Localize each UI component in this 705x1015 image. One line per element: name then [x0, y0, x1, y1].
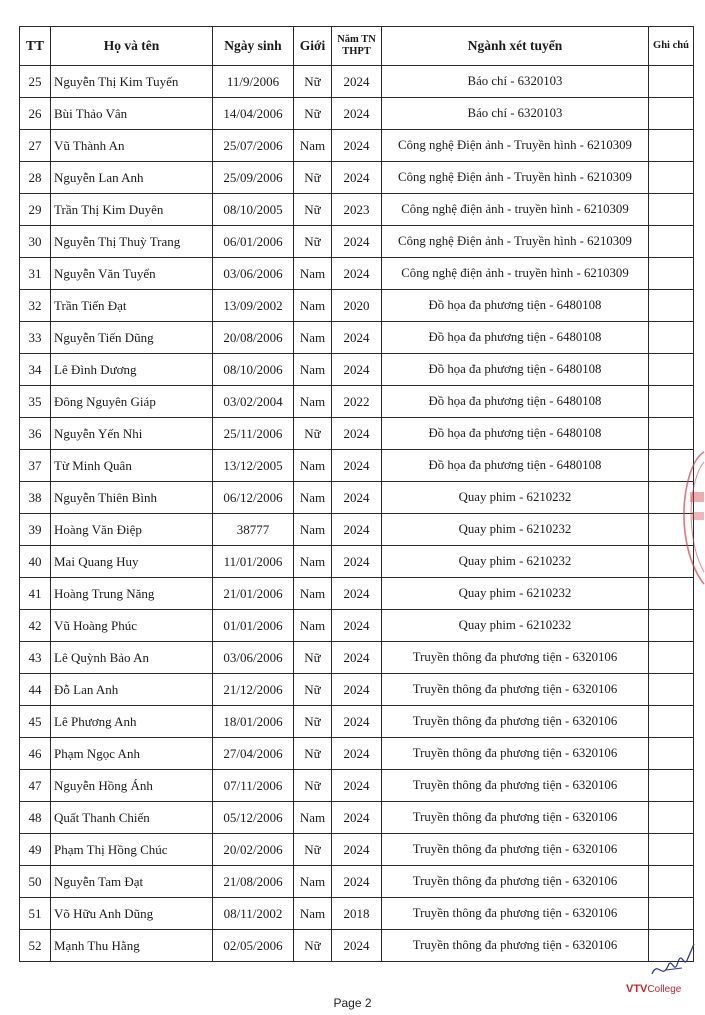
cell-note [649, 322, 694, 354]
table-row [20, 802, 694, 834]
table-row [20, 738, 694, 770]
cell-major: Quay phim - 6210232 [382, 578, 649, 610]
cell-graduation-year: 2024 [332, 546, 382, 578]
cell-graduation-year: 2024 [332, 162, 382, 194]
cell-name: Mạnh Thu Hằng [51, 930, 213, 962]
cell-gender: Nữ [294, 770, 332, 802]
table-row [20, 514, 694, 546]
cell-tt: 31 [20, 258, 51, 290]
cell-name: Lê Đình Dương [51, 354, 213, 386]
cell-major: Quay phim - 6210232 [382, 546, 649, 578]
cell-tt: 30 [20, 226, 51, 258]
cell-tt: 47 [20, 770, 51, 802]
cell-gender: Nữ [294, 66, 332, 98]
cell-gender: Nữ [294, 930, 332, 962]
header-name: Họ và tên [51, 27, 213, 66]
header-gender: Giới [294, 27, 332, 66]
cell-name: Lê Quỳnh Bảo An [51, 642, 213, 674]
red-stamp-fragment [676, 448, 705, 588]
table-row [20, 322, 694, 354]
cell-graduation-year: 2024 [332, 66, 382, 98]
cell-gender: Nữ [294, 162, 332, 194]
cell-dob: 20/02/2006 [213, 834, 294, 866]
cell-name: Nguyễn Tam Đạt [51, 866, 213, 898]
cell-name: Nguyễn Thị Kim Tuyến [51, 66, 213, 98]
cell-note [649, 226, 694, 258]
cell-tt: 42 [20, 610, 51, 642]
cell-major: Đồ họa đa phương tiện - 6480108 [382, 450, 649, 482]
cell-major: Truyền thông đa phương tiện - 6320106 [382, 802, 649, 834]
cell-major: Quay phim - 6210232 [382, 514, 649, 546]
cell-name: Phạm Ngọc Anh [51, 738, 213, 770]
header-note: Ghi chú [649, 27, 694, 66]
cell-major: Truyền thông đa phương tiện - 6320106 [382, 706, 649, 738]
cell-gender: Nam [294, 258, 332, 290]
cell-tt: 26 [20, 98, 51, 130]
cell-major: Công nghệ điện ảnh - truyền hình - 6210309 [382, 258, 649, 290]
table-row [20, 162, 694, 194]
header-major: Ngành xét tuyển [382, 27, 649, 66]
header-graduation-year [332, 27, 382, 66]
cell-tt: 48 [20, 802, 51, 834]
cell-dob: 21/08/2006 [213, 866, 294, 898]
cell-dob: 38777 [213, 514, 294, 546]
table-row [20, 450, 694, 482]
cell-gender: Nữ [294, 226, 332, 258]
cell-dob: 18/01/2006 [213, 706, 294, 738]
cell-dob: 21/12/2006 [213, 674, 294, 706]
cell-tt: 36 [20, 418, 51, 450]
cell-gender: Nữ [294, 674, 332, 706]
cell-dob: 08/11/2002 [213, 898, 294, 930]
cell-tt: 28 [20, 162, 51, 194]
cell-note [649, 674, 694, 706]
student-list-sheet [19, 26, 694, 962]
cell-major: Truyền thông đa phương tiện - 6320106 [382, 834, 649, 866]
cell-major: Truyền thông đa phương tiện - 6320106 [382, 642, 649, 674]
cell-name: Trần Tiến Đạt [51, 290, 213, 322]
cell-major: Truyền thông đa phương tiện - 6320106 [382, 898, 649, 930]
vtv-college-logo [626, 983, 681, 995]
table-row [20, 386, 694, 418]
table-row [20, 194, 694, 226]
cell-major: Công nghệ Điện ảnh - Truyền hình - 6210309 [382, 162, 649, 194]
cell-gender: Nam [294, 546, 332, 578]
page-number: Page 2 [333, 996, 372, 1010]
cell-major: Đồ họa đa phương tiện - 6480108 [382, 322, 649, 354]
cell-name: Nguyễn Văn Tuyển [51, 258, 213, 290]
cell-major: Truyền thông đa phương tiện - 6320106 [382, 866, 649, 898]
cell-name: Lê Phương Anh [51, 706, 213, 738]
cell-graduation-year: 2024 [332, 226, 382, 258]
cell-graduation-year: 2024 [332, 802, 382, 834]
cell-name: Từ Minh Quân [51, 450, 213, 482]
cell-graduation-year: 2024 [332, 258, 382, 290]
table-row [20, 834, 694, 866]
cell-tt: 29 [20, 194, 51, 226]
cell-gender: Nữ [294, 98, 332, 130]
cell-tt: 46 [20, 738, 51, 770]
cell-note [649, 898, 694, 930]
cell-dob: 25/07/2006 [213, 130, 294, 162]
cell-gender: Nam [294, 514, 332, 546]
cell-major: Truyền thông đa phương tiện - 6320106 [382, 674, 649, 706]
cell-major: Truyền thông đa phương tiện - 6320106 [382, 930, 649, 962]
table-row [20, 66, 694, 98]
cell-note [649, 354, 694, 386]
cell-graduation-year: 2024 [332, 610, 382, 642]
cell-tt: 35 [20, 386, 51, 418]
cell-tt: 37 [20, 450, 51, 482]
cell-dob: 14/04/2006 [213, 98, 294, 130]
table-row [20, 706, 694, 738]
cell-tt: 34 [20, 354, 51, 386]
logo-text: VTV [626, 983, 648, 995]
cell-gender: Nam [294, 482, 332, 514]
cell-name: Trần Thị Kim Duyên [51, 194, 213, 226]
cell-name: Vũ Thành An [51, 130, 213, 162]
cell-gender: Nam [294, 610, 332, 642]
cell-graduation-year: 2024 [332, 418, 382, 450]
table-body [20, 66, 694, 962]
cell-gender: Nữ [294, 418, 332, 450]
cell-graduation-year: 2024 [332, 354, 382, 386]
cell-dob: 11/01/2006 [213, 546, 294, 578]
cell-gender: Nam [294, 866, 332, 898]
cell-gender: Nam [294, 898, 332, 930]
admission-table [19, 26, 694, 962]
cell-name: Nguyễn Lan Anh [51, 162, 213, 194]
cell-name: Nguyễn Thiên Bình [51, 482, 213, 514]
cell-tt: 38 [20, 482, 51, 514]
table-header-row [20, 27, 694, 66]
cell-dob: 25/11/2006 [213, 418, 294, 450]
cell-note [649, 386, 694, 418]
cell-graduation-year: 2022 [332, 386, 382, 418]
cell-name: Hoàng Trung Năng [51, 578, 213, 610]
cell-graduation-year: 2024 [332, 482, 382, 514]
cell-name: Hoàng Văn Điệp [51, 514, 213, 546]
cell-name: Võ Hữu Anh Dũng [51, 898, 213, 930]
cell-major: Truyền thông đa phương tiện - 6320106 [382, 770, 649, 802]
cell-gender: Nam [294, 450, 332, 482]
cell-note [649, 738, 694, 770]
table-row [20, 770, 694, 802]
table-row [20, 610, 694, 642]
cell-dob: 27/04/2006 [213, 738, 294, 770]
cell-major: Đồ họa đa phương tiện - 6480108 [382, 290, 649, 322]
cell-gender: Nam [294, 130, 332, 162]
cell-dob: 03/06/2006 [213, 642, 294, 674]
cell-dob: 25/09/2006 [213, 162, 294, 194]
cell-tt: 51 [20, 898, 51, 930]
cell-name: Đỗ Lan Anh [51, 674, 213, 706]
header-dob: Ngày sinh [213, 27, 294, 66]
cell-gender: Nam [294, 354, 332, 386]
cell-gender: Nữ [294, 738, 332, 770]
cell-gender: Nam [294, 290, 332, 322]
cell-name: Bùi Thảo Vân [51, 98, 213, 130]
cell-graduation-year: 2023 [332, 194, 382, 226]
cell-dob: 02/05/2006 [213, 930, 294, 962]
cell-name: Mai Quang Huy [51, 546, 213, 578]
cell-tt: 32 [20, 290, 51, 322]
cell-tt: 27 [20, 130, 51, 162]
cell-dob: 13/12/2005 [213, 450, 294, 482]
cell-tt: 40 [20, 546, 51, 578]
cell-note [649, 194, 694, 226]
cell-major: Công nghệ Điện ảnh - Truyền hình - 6210309 [382, 226, 649, 258]
cell-major: Đồ họa đa phương tiện - 6480108 [382, 386, 649, 418]
cell-note [649, 290, 694, 322]
cell-graduation-year: 2024 [332, 322, 382, 354]
cell-dob: 08/10/2005 [213, 194, 294, 226]
cell-gender: Nam [294, 802, 332, 834]
cell-gender: Nam [294, 386, 332, 418]
cell-note [649, 66, 694, 98]
cell-major: Công nghệ điện ảnh - truyền hình - 6210309 [382, 194, 649, 226]
cell-dob: 01/01/2006 [213, 610, 294, 642]
cell-graduation-year: 2018 [332, 898, 382, 930]
cell-dob: 05/12/2006 [213, 802, 294, 834]
cell-major: Truyền thông đa phương tiện - 6320106 [382, 738, 649, 770]
cell-graduation-year: 2024 [332, 450, 382, 482]
cell-major: Báo chí - 6320103 [382, 98, 649, 130]
cell-graduation-year: 2024 [332, 130, 382, 162]
cell-note [649, 642, 694, 674]
cell-major: Báo chí - 6320103 [382, 66, 649, 98]
cell-note [649, 834, 694, 866]
table-row [20, 354, 694, 386]
cell-dob: 13/09/2002 [213, 290, 294, 322]
cell-graduation-year: 2024 [332, 98, 382, 130]
cell-graduation-year: 2024 [332, 674, 382, 706]
cell-gender: Nữ [294, 642, 332, 674]
cell-graduation-year: 2024 [332, 578, 382, 610]
cell-note [649, 130, 694, 162]
cell-graduation-year: 2024 [332, 706, 382, 738]
cell-graduation-year: 2024 [332, 770, 382, 802]
cell-tt: 50 [20, 866, 51, 898]
cell-graduation-year: 2024 [332, 514, 382, 546]
cell-name: Nguyễn Thị Thuỳ Trang [51, 226, 213, 258]
cell-dob: 03/02/2004 [213, 386, 294, 418]
table-row [20, 578, 694, 610]
table-row [20, 930, 694, 962]
cell-major: Đồ họa đa phương tiện - 6480108 [382, 418, 649, 450]
header-tt: TT [20, 27, 51, 66]
cell-note [649, 706, 694, 738]
cell-name: Đông Nguyên Giáp [51, 386, 213, 418]
cell-dob: 21/01/2006 [213, 578, 294, 610]
cell-dob: 03/06/2006 [213, 258, 294, 290]
table-row [20, 674, 694, 706]
cell-graduation-year: 2024 [332, 930, 382, 962]
cell-graduation-year: 2024 [332, 738, 382, 770]
cell-graduation-year: 2024 [332, 642, 382, 674]
cell-tt: 44 [20, 674, 51, 706]
cell-graduation-year: 2020 [332, 290, 382, 322]
cell-note [649, 162, 694, 194]
cell-tt: 33 [20, 322, 51, 354]
logo-sub-text: College [647, 984, 682, 995]
cell-name: Vũ Hoàng Phúc [51, 610, 213, 642]
table-row [20, 130, 694, 162]
table-row [20, 290, 694, 322]
header-year-line2: THPT [342, 46, 371, 57]
cell-gender: Nữ [294, 834, 332, 866]
cell-major: Quay phim - 6210232 [382, 610, 649, 642]
cell-graduation-year: 2024 [332, 866, 382, 898]
table-row [20, 226, 694, 258]
cell-gender: Nam [294, 578, 332, 610]
cell-gender: Nữ [294, 706, 332, 738]
cell-tt: 49 [20, 834, 51, 866]
cell-dob: 08/10/2006 [213, 354, 294, 386]
cell-note [649, 258, 694, 290]
cell-gender: Nam [294, 322, 332, 354]
cell-gender: Nữ [294, 194, 332, 226]
cell-note [649, 418, 694, 450]
cell-tt: 52 [20, 930, 51, 962]
table-row [20, 546, 694, 578]
cell-note [649, 770, 694, 802]
table-row [20, 258, 694, 290]
cell-name: Nguyễn Yến Nhi [51, 418, 213, 450]
header-year-line1: Năm TN [337, 34, 376, 45]
table-row [20, 482, 694, 514]
cell-tt: 45 [20, 706, 51, 738]
table-row [20, 898, 694, 930]
cell-name: Nguyễn Hồng Ánh [51, 770, 213, 802]
table-row [20, 642, 694, 674]
cell-dob: 20/08/2006 [213, 322, 294, 354]
cell-dob: 06/12/2006 [213, 482, 294, 514]
table-row [20, 98, 694, 130]
cell-tt: 43 [20, 642, 51, 674]
cell-note [649, 98, 694, 130]
table-row [20, 866, 694, 898]
cell-major: Đồ họa đa phương tiện - 6480108 [382, 354, 649, 386]
cell-major: Quay phim - 6210232 [382, 482, 649, 514]
cell-graduation-year: 2024 [332, 834, 382, 866]
cell-note [649, 866, 694, 898]
cell-note [649, 802, 694, 834]
cell-name: Phạm Thị Hồng Chúc [51, 834, 213, 866]
signature-mark [648, 940, 700, 984]
cell-tt: 39 [20, 514, 51, 546]
cell-tt: 41 [20, 578, 51, 610]
cell-name: Nguyễn Tiến Dũng [51, 322, 213, 354]
table-row [20, 418, 694, 450]
cell-dob: 06/01/2006 [213, 226, 294, 258]
cell-name: Quất Thanh Chiến [51, 802, 213, 834]
cell-major: Công nghệ Điện ảnh - Truyền hình - 6210309 [382, 130, 649, 162]
cell-dob: 07/11/2006 [213, 770, 294, 802]
cell-dob: 11/9/2006 [213, 66, 294, 98]
cell-tt: 25 [20, 66, 51, 98]
cell-note [649, 610, 694, 642]
